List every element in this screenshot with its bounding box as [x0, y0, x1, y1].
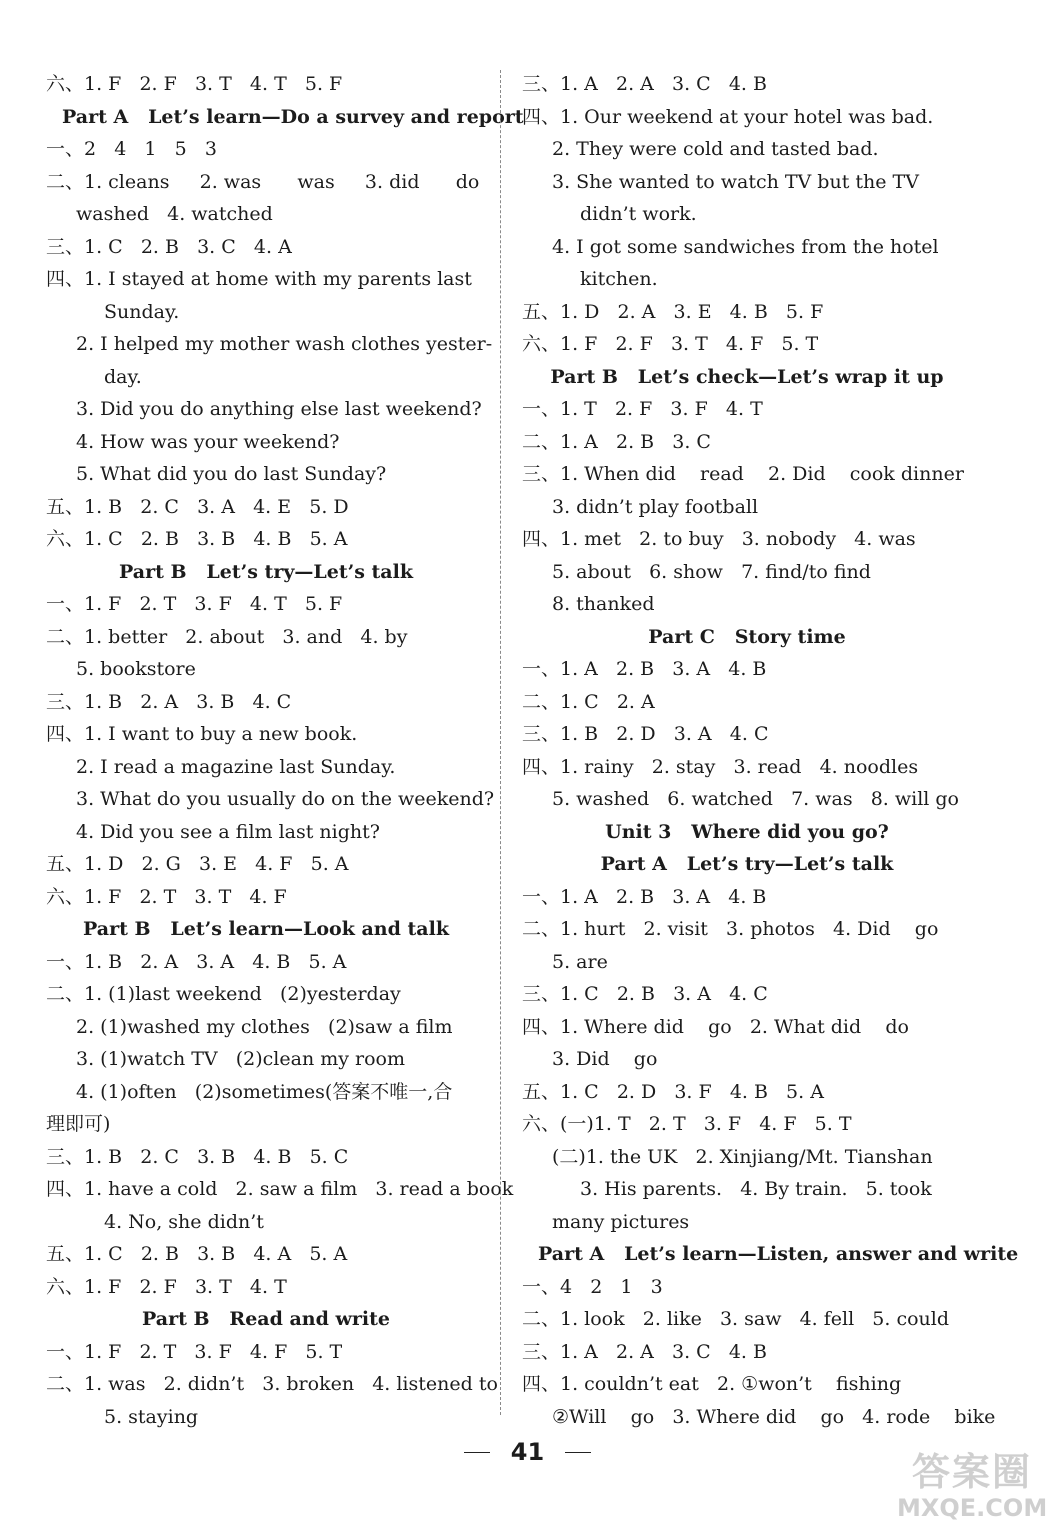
footer-dash-right	[565, 1452, 591, 1453]
section-heading: Part B Let’s check—Let’s wrap it up	[550, 365, 944, 388]
section-heading: Unit 3 Where did you go?	[605, 820, 889, 843]
answer-line: 三、1. B 2. A 3. B 4. C	[46, 690, 292, 713]
answer-line: 8. thanked	[552, 593, 655, 615]
watermark-text-bottom: MXQE.COM	[897, 1494, 1048, 1522]
column-divider	[500, 70, 501, 1415]
answer-line: 一、1. B 2. A 3. A 4. B 5. A	[46, 950, 347, 973]
watermark-logo	[897, 1450, 1047, 1530]
answer-line: 5. bookstore	[76, 658, 196, 680]
answer-line: 3. Did go	[552, 1048, 658, 1070]
answer-line: 一、1. F 2. T 3. F 4. T 5. F	[46, 593, 343, 615]
answer-line: 三、1. C 2. B 3. A 4. C	[522, 983, 768, 1005]
answer-line: 五、1. D 2. G 3. E 4. F 5. A	[46, 853, 349, 875]
answer-line: 三、1. A 2. A 3. C 4. B	[522, 73, 767, 95]
answer-line: 一、1. A 2. B 3. A 4. B	[522, 658, 767, 680]
section-heading: Part A Let’s learn—Do a survey and report	[62, 105, 524, 128]
section-heading: Part B Read and write	[142, 1308, 390, 1330]
section-heading: Part C Story time	[648, 625, 846, 648]
footer-dash-left	[464, 1452, 490, 1453]
answer-line: 五、1. C 2. B 3. B 4. A 5. A	[46, 1243, 348, 1265]
answer-line: 四、1. I want to buy a new book.	[46, 723, 358, 745]
answer-line: (二)1. the UK 2. Xinjiang/Mt. Tianshan	[552, 1145, 933, 1168]
answer-line: 五、1. B 2. C 3. A 4. E 5. D	[46, 495, 349, 518]
answer-line: 4. I got some sandwiches from the hotel	[552, 235, 939, 258]
section-heading: Part B Let’s try—Let’s talk	[119, 560, 413, 583]
answer-line: Sunday.	[104, 300, 180, 323]
answer-line: 三、1. C 2. B 3. C 4. A	[46, 235, 292, 258]
answer-line: ②Will go 3. Where did go 4. rode bike	[552, 1405, 996, 1428]
answer-line: 四、1. met 2. to buy 3. nobody 4. was	[522, 528, 916, 550]
answer-line: 2. They were cold and tasted bad.	[552, 138, 879, 160]
answer-line: 二、1. (1)last weekend (2)yesterday	[46, 983, 401, 1005]
answer-line: 5. What did you do last Sunday?	[76, 463, 387, 485]
answer-line: 2. I helped my mother wash clothes yester-	[76, 333, 493, 355]
answer-line: 一、1. F 2. T 3. F 4. F 5. T	[46, 1340, 343, 1363]
answer-line: 2. (1)washed my clothes (2)saw a film	[76, 1015, 453, 1038]
section-heading: Part A Let’s learn—Listen, answer and write	[538, 1243, 1019, 1265]
answer-line: 五、1. D 2. A 3. E 4. B 5. F	[522, 300, 824, 323]
answer-line: 4. How was your weekend?	[76, 430, 340, 453]
answer-line: 一、2 4 1 5 3	[46, 138, 217, 160]
answer-line: 六、1. F 2. T 3. T 4. F	[46, 885, 287, 908]
answer-line: 六、1. F 2. F 3. T 4. T 5. F	[46, 73, 343, 95]
answer-line: 4. Did you see a film last night?	[76, 820, 380, 843]
answer-line: 3. (1)watch TV (2)clean my room	[76, 1048, 405, 1070]
answer-line: 四、1. Our weekend at your hotel was bad.	[522, 105, 934, 128]
answer-line: 四、1. have a cold 2. saw a film 3. read a book	[46, 1178, 514, 1200]
answer-line: 六、1. F 2. F 3. T 4. F 5. T	[522, 333, 819, 355]
answer-line: 3. His parents. 4. By train. 5. took	[580, 1178, 932, 1200]
answer-column-right	[522, 68, 1019, 1433]
answer-line: 三、1. When did read 2. Did cook dinner	[522, 463, 964, 485]
answer-line: 一、1. T 2. F 3. F 4. T	[522, 398, 763, 420]
answer-line: many pictures	[552, 1210, 690, 1233]
answer-line: 三、1. B 2. D 3. A 4. C	[522, 723, 769, 745]
answer-line: 5. about 6. show 7. find/to find	[552, 560, 871, 583]
answer-line: 四、1. couldn’t eat 2. ①won’t fishing	[522, 1373, 902, 1395]
answer-line: 4. (1)often (2)sometimes(答案不唯一,合	[76, 1080, 453, 1103]
answer-line: 理即可)	[46, 1113, 111, 1135]
answer-line: 二、1. C 2. A	[522, 690, 655, 713]
answer-line: 五、1. C 2. D 3. F 4. B 5. A	[522, 1080, 824, 1103]
answer-line: 二、1. hurt 2. visit 3. photos 4. Did go	[522, 918, 939, 940]
answer-line: 4. No, she didn’t	[104, 1210, 264, 1233]
answer-line: 三、1. A 2. A 3. C 4. B	[522, 1340, 767, 1363]
answer-line: 六、(一)1. T 2. T 3. F 4. F 5. T	[522, 1113, 852, 1135]
answer-line: 5. washed 6. watched 7. was 8. will go	[552, 788, 959, 810]
answer-column-left	[46, 68, 524, 1433]
page-number: 41	[510, 1438, 545, 1466]
answer-line: 四、1. I stayed at home with my parents last	[46, 268, 472, 290]
answer-line: 四、1. Where did go 2. What did do	[522, 1015, 909, 1038]
answer-line: 二、1. A 2. B 3. C	[522, 430, 711, 453]
watermark-text-top: 答案圈	[911, 1450, 1032, 1494]
answer-line: 5. staying	[104, 1405, 199, 1428]
answer-line: 3. didn’t play football	[552, 495, 759, 518]
answer-line: 六、1. F 2. F 3. T 4. T	[46, 1275, 287, 1298]
answer-line: 2. I read a magazine last Sunday.	[76, 755, 396, 778]
answer-line: 一、4 2 1 3	[522, 1275, 663, 1298]
answer-line: 3. What do you usually do on the weekend?	[76, 788, 495, 810]
answer-line: didn’t work.	[580, 203, 697, 225]
answer-line: 三、1. B 2. C 3. B 4. B 5. C	[46, 1145, 349, 1168]
section-heading: Part A Let’s try—Let’s talk	[600, 853, 894, 875]
answer-line: 5. are	[552, 950, 608, 973]
answer-line: 六、1. C 2. B 3. B 4. B 5. A	[46, 528, 348, 550]
answer-line: 3. She wanted to watch TV but the TV	[552, 170, 919, 193]
answer-line: 二、1. was 2. didn’t 3. broken 4. listened to	[46, 1373, 498, 1395]
answer-line: 四、1. rainy 2. stay 3. read 4. noodles	[522, 755, 919, 778]
answer-line: 二、1. cleans 2. was was 3. did do	[46, 170, 480, 193]
answer-line: 一、1. A 2. B 3. A 4. B	[522, 885, 767, 908]
answer-line: washed 4. watched	[76, 203, 273, 225]
answer-line: 3. Did you do anything else last weekend?	[76, 398, 482, 420]
answer-line: 二、1. better 2. about 3. and 4. by	[46, 625, 408, 648]
section-heading: Part B Let’s learn—Look and talk	[83, 918, 449, 940]
answer-line: day.	[104, 365, 142, 388]
answer-line: kitchen.	[580, 268, 658, 290]
answer-line: 二、1. look 2. like 3. saw 4. fell 5. could	[522, 1308, 950, 1330]
